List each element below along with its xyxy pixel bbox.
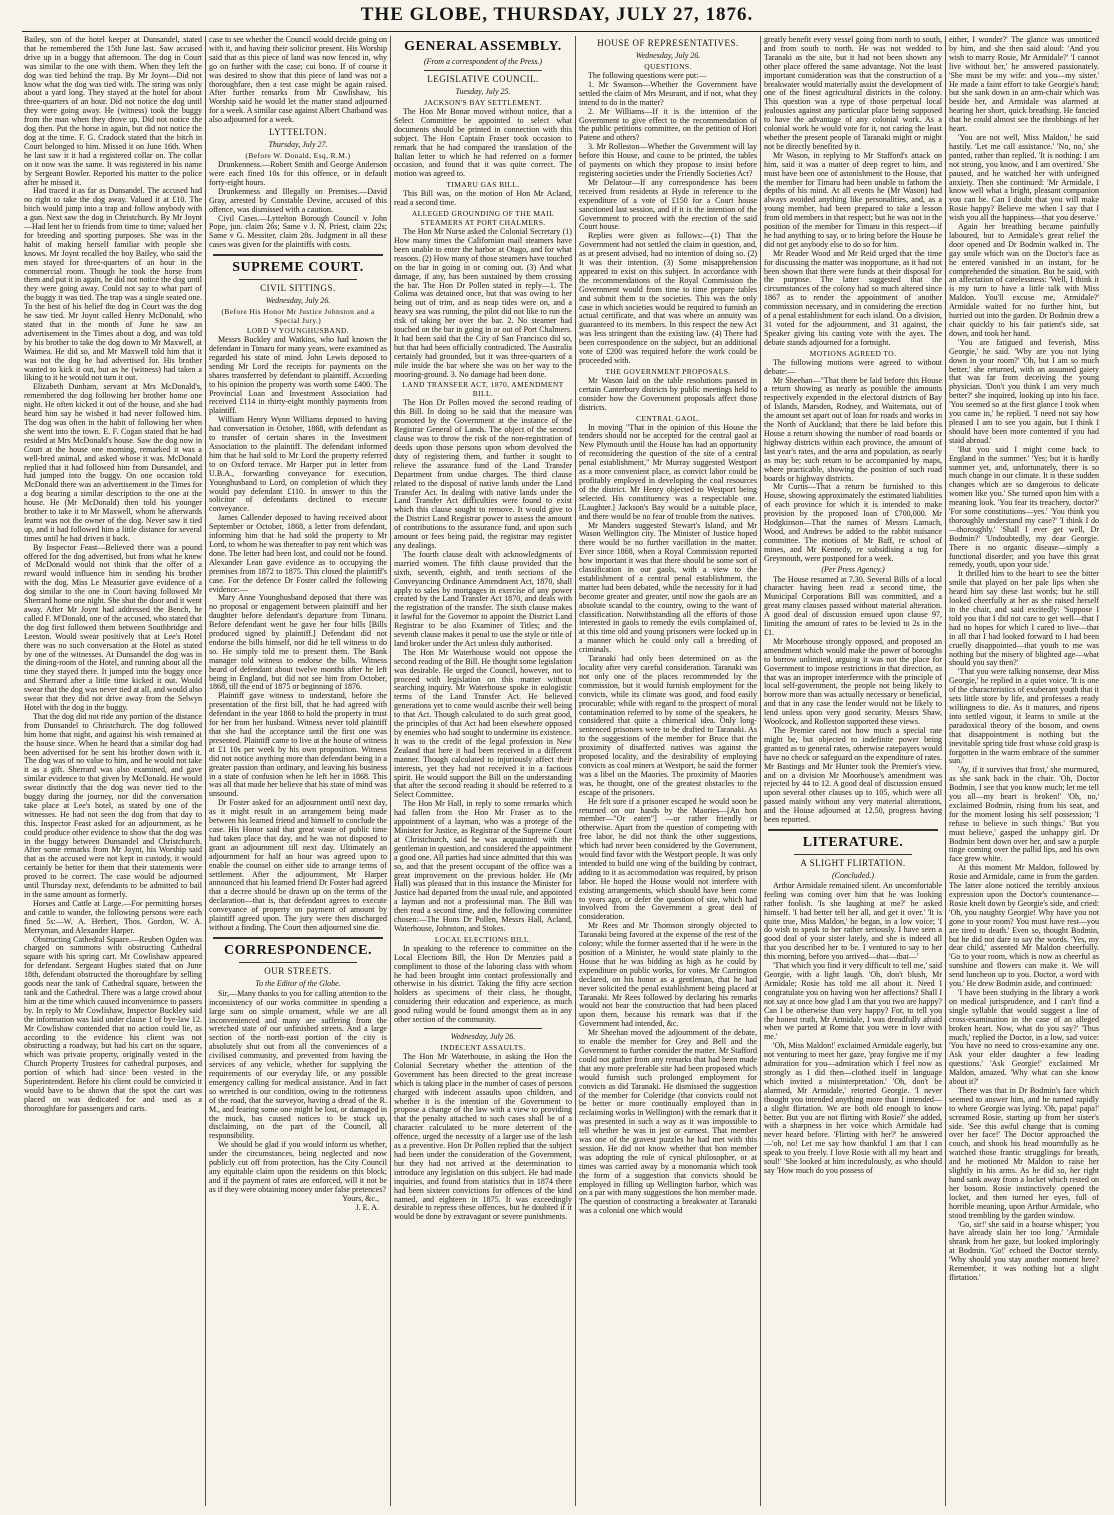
topic-heading: CENTRAL GAOL. (635, 413, 701, 423)
bench-note: (Before W. Donald, Esq, R.M.) (245, 151, 351, 161)
article-paragraph: In speaking to the reference to committee on the Local Elections Bill, the Hon Dr Menzies paid a compliment to those of the laboring class with whom he had been brought into contact professionally and otherwise in his district. Taking the fifty acre section holders as specimens of their class, he thought, considering their education and experience, as much good ruling would be found amongst them as in any other section of the community. (394, 943, 572, 1025)
section-heading-house: HOUSE OF REPRESENTATIVES. (597, 38, 739, 48)
article-paragraph: Sir,—Many thanks to you for calling attention to the inconsistency of our works committee in spending a large sum on simple ornament, while we are all inconvenienced and many are suffering from the wretched state of our unfinished streets. And a large section of the north-east portion of the city is absolutely shut out from all the conveniences of a civilised community, and prevented from having the services of any vehicle, whether for supplying the requirements of our everyday life, or any possible emergency calling for medical assistance. And in fact so wretched is our condition, owing to the rottenness of the road, that the surveyor, having a dread of the R. M., and fearing some one might be lost, or damaged in the muck, has caused notices to be stuck up, disclaiming, on the part of the Council, all responsibility. (209, 988, 387, 1141)
masthead-rule (22, 31, 1092, 32)
section-heading-supreme-court: SUPREME COURT. (232, 260, 364, 276)
article-paragraph: This Bill was, on the motion of Hon Mr Acland, read a second time. (394, 189, 572, 208)
article-paragraph: 1. Mr Swanson—Whether the Government have settled the claim of Mrs Meurant, and if not, what they intend to do in the matter? (579, 79, 757, 107)
section-date: Wednesday, July 26. (265, 296, 331, 306)
article-paragraph: greatly benefit every vessel going from north to south, and from south to north. He was not wedded to Taranaki as the site, but it had not been shown any other place offered the same advantage. Not the least important consideration was that the construction of a breakwater would materially assist the development of one of the finest agricultural districts in the colony. This question was a type of those perpetual local jealousies against any particular place being supposed to have the advantage of any colonial work. As a colonial work he would vote for it, not caring the least whether the present people of Taranaki might or might not be directly benefited by it. (764, 36, 942, 151)
article-paragraph: 'Oh, Miss Maldon!' exclaimed Armidale eagerly, but not venturing to meet her gaze, 'pray forgive me if my admiration for you—admiration which I feel now as strongly as I did then—clothed itself in language which invited a misinterpretation.' 'Oh, don't be alarmed, Mr Armidale,' retorted Georgie. 'I never thought you intended anything more than I intended—a slight flirtation. We are both old enough to know better. But you are not flirting with Rosie?' she added, with a sharpness in her voice which Armidale had never heard before. 'Flirting with her?' he answered—'oh, no! Let me say how thankful I am that I can speak to you freely. I love Rosie with all my heart and soul!' 'She looked at him incredulously, as who should say 'How much do you possess of (764, 1041, 942, 1175)
article-paragraph: Messrs Buckley and Watkins, who had known the defendant in Timaru for many years, were examined as regarded his state of mind. John Lewis deposed to sending Mr Lord the receipts for payments on the shares transferred by defendant to plaintiff. According to his opinion the property was worth some £400. The Provincial Loan and Investment Association had received £114 in thirty-eight monthly payments from plaintiff. (209, 335, 387, 416)
article-paragraph: It thrilled him to the heart to see the bitter smile that played on her pale lips when she heard him say these last words; but he still looked cheerfully at her as she raised herself in the chair, and said excitedly: 'Suppose I told you that I did not care to get well—that I had no hopes for which I cared to live—that in all that I had looked forward to I had been cruelly disappointed—that youth to me was nothing but the misery of blighted age—what should you say then?' (949, 569, 1099, 668)
topic-heading: LOCAL ELECTIONS BILL. (434, 934, 532, 944)
article-paragraph: Replies were given as follows:—(1) That the Government had not settled the claim in question, and, as at present advised, had no intention of doing so. (2) It was their intention. (3) Some misapprehension appeared to exist on this subject. In accordance with the recommendations of the Royal Commission the Government would from time to time prepare tables and submit them to the societies. This was the only case in which societies would be required to furnish an actual certificate, and that was where an annuity was guaranteed to its members. In this respect the new Act was less stringent than the existing law. (4) There had been correspondence on the subject, but an additional vote of £200 was required before the work could be proceeded with. (579, 231, 757, 365)
article-paragraph: Elizabeth Dunham, servant at Mrs McDonald's, remembered the dog following her brother home one night. He often kicked it out of the house, and she had heard him say he wished it had never followed him. The dog was often in the habit of following her when she went into the town. E. F. Cogan stated that he had resided at Mrs McDonald's house. Saw the dog now in Court at the house one morning, remarked it was a well-bred animal, and asked whose it was. McDonald replied that it had followed him from Dunsandel, and had jumped into the buggy. On one occasion told McDonald there was an advertisement in the Times for a dog bearing a similar description to the one at the house. He (Mr McDonald) then told his younger brother to take it to Mr Maxwell, whom he afterwards learnt was not the owner of the dog. Never saw it tied up, and it had followed him a little distance for several times until he had driven it back. (24, 382, 202, 543)
column-6 (949, 36, 1099, 1506)
column-1 (24, 36, 202, 1506)
story-title: A SLIGHT FLIRTATION. (800, 857, 906, 868)
section-heading-literature: LITERATURE. (802, 834, 904, 850)
article-paragraph: He felt sure if a prisoner escaped he would soon be returned on our hands by the Maories—[An hon member—"Or eaten"] —or rather friendly or otherwise. Apart from the question of competing with free labor, he did not think the other suggestions, which had never been considered by the Government, would find favor with the Westport people. It was only intended to build one wing of the building by contract, adding to it as accommodation was required, by prison labor. He hoped the House would not interfere with existing arrangements, which should have been come to years ago, or defer the question of site, which had involved from the Government a great deal of consideration. (579, 796, 757, 922)
section-rule (239, 279, 357, 280)
article-paragraph: 'You are not well, Miss Maldon,' he said hastily. 'Let me call assistance.' 'No, no,' she panted, rather than replied. 'It is nothing: I am not strong, you know, and I am overtired.' She paused, and he watched her with unfeigned anxiety. Then she continued: 'Mr Armidale, I know well what a bright, pleasant companion you can be. Can I doubt that you will make Rosie happy? Believe me when I say that I wish you all the happiness—that you deserve.' (949, 132, 1099, 223)
section-subheading: CIVIL SITTINGS. (260, 283, 336, 294)
article-paragraph: Mary Anne Younghusband deposed that there was no proposal or engagement between plaintiff and her daughter before defendant's departure from Timaru. Before defendant went he gave her four bills [Bills produced signed by plaintiff.] Defendant did not endorse the bills himself, nor did he tell witness to do so. He simply told me to present them. The Bank manager told witness to endorse the bills. Witness heard of defendant about twelve months after he left being in England, but did not see him from October, 1868, till the end of 1875 or beginning of 1876. (209, 593, 387, 692)
column-3 (394, 36, 572, 1506)
topic-heading: THE GOVERNMENT PROPOSALS. (605, 366, 731, 376)
article-paragraph: Obstructing Cathedral Square.—Reuben Ogden was charged on summons with obstructing Cathedral square with his spring cart. Mr Cowlishaw appeared for defendant. Sergeant Hughes stated that on June 18th, defendant obstructed the thoroughfare by selling goods near the tank of Cathedral square, between the tank and the Cathedral. There was a large crowd about him at the time which caused inconvenience to passers by. In reply to Mr Cowlishaw, Inspector Buckley said the information was laid under clause 1 of bye-law 12. Mr Cowlishaw contended that no action could lie, as according to the evidence his client was not obstructing a roadway, but had his cart on the square, which was private property, originally vested in the Church Property Trustees for cathedral purposes, and portion of which had since been vested in the Superintendent. Before his client could be convicted it would have to be shown that the spot the cart was placed on was dedicated for and used as a thoroughfare for passengers and carts. (24, 934, 202, 1113)
article-paragraph: 'You are fatigued and feverish, Miss Georgie,' he said. 'Why are you not lying down in your room?' 'Oh, but I am so much better,' she returned, with an assumed gaiety that was far from deceiving the young physician. 'Don't you think I am very much better?' she inquired, looking up into his face. 'You seemed so at the first glance I took when you came in,' he replied. 'I need not say how pleased I am to see you again, but I think I should have been more contented if you had staid abroad.' (949, 337, 1099, 445)
column-divider (575, 36, 576, 1506)
column-4 (579, 36, 757, 1506)
column-5 (764, 36, 942, 1506)
article-paragraph: There was that in Dr Bodmin's face which seemed to answer him, and he turned rapidly to where Georgie was lying. 'Oh, papa! papa!' screamed Rosie, starting up from her sister's side. 'See this awful change that is coming over her face!' The Doctor approached the couch, and shook his head mournfully as he watched those frantic strugglings for breath, and he motioned Mr Maldon to raise her slightly in his arms. As he did so, her right hand sank away from a locket which rested on her bosom. Rosie instinctively opened the locket, and then turned her eyes, full of horrible meaning, upon Arthur Armidale, who stood trembling by the garden window. (949, 1085, 1099, 1220)
article-paragraph: case to see whether the Council would decide going on with it, and having their solicitor present. His Worship said that as this piece of land was now fenced in, why go on further with the case; cui bono. If of course it was desired to show that this piece of land was not a thoroughfare, then a test case might be again raised. After further remarks from Mr Cowlishaw, his Worship said he would let the matter stand adjourned for a week. A similar case against Albert Chatband was also adjourned for a week. (209, 36, 387, 125)
section-date: Wednesday, July 26. (450, 1032, 516, 1041)
article-paragraph: Had traced it as far as Dunsandel. The accused had no right to take the dog away. Valued it at £10. The bitch would jump into a trap and follow anybody with a gun. Next saw the dog in Christchurch. By Mr Joynt—Had lent her to friends from time to time; valued her for breeding and sporting purposes. She was in the habit of making herself familiar with people she knows. Mr Joynt recalled the boy Bailey, who said the men stayed for three-quarters of an hour in the commercial room. Though he took the horse from them and put it in again, he did not notice the dog until they were going away. Could not say to what part of the buggy it was tied. The trap was a single seated one. To the best of his belief the dog in Court was the dog he saw tied. Mr Joynt called Henry McDonald, who stated that in the month of June he saw an advertisement in the Times about a dog, and was told by his brother to take the dog down to Mr Maxwell, at Waimea. He did so, and Mr Maxwell told him that it was not the dog he had advertised for. His brother wanted to kick it out, but as he (witness) had taken a liking to it he would not turn it out. (24, 186, 202, 383)
story-status: (Concluded.) (832, 870, 874, 880)
article-paragraph: Mr Manders suggested Stewart's Island, and Mr Wason Wellington city. The Minister of Justice hoped there would be no further vacillation in the matter. Ever since 1868, when a Royal Commission reported how important it was that there should be some sort of classification in our gaols, with a view to the establishment of a central penal establishment, the matter had been debated, while the necessity for it had become greater and greater, until now the gaols are an absolute scandal to the country, owing to the want of classification. Notwithstanding all the efforts of those interested in gaols to remedy the evils complained of, at this time old and young prisoners were locked up in a manner which he could only call a breeding of criminals. (579, 520, 757, 655)
article-paragraph: Bailey, son of the hotel keeper at Dunsandel, stated that he remembered the 15th June last. Saw accused drive up in a buggy that afternoon. The dog in Court was similar to the one with them. When they left the dog was tied behind the trap. By Mr Joynt—Did not know what the dog was tied with. The string was only about a yard long. They stayed at the hotel for about three-quarters of an hour. Did not notice the dog until they were going away. He (witness) took the buggy from the man when they drove up. Did not notice the dog then. Put the horse in again, but did not notice the dog at the time. F. G. Cradock stated that the bitch in Court belonged to him. Missed it on June 16th. When he last saw it it had a registered collar on. The collar on it now was the same. It was registered in his name by Sergeant Bowler. Reported his matter to the police after he missed it. (24, 36, 202, 187)
section-rule (794, 854, 912, 855)
letter-signature: J. E. A. (355, 1202, 379, 1212)
article-paragraph: James Callender deposed to having received about September or October, 1868, a letter from defendant, informing him that he had sold the property to Mr Lord, to whom he was thereafter to pay rent which was done. The letter had been lost, and could not be found. Alexander Lean gave evidence as to occupying the premises from 1872 to 1875. This closed the plaintiff's case. For the defence Dr Foster called the following evidence:— (209, 513, 387, 594)
section-rule (424, 1028, 542, 1029)
topic-heading: QUESTIONS. (644, 62, 692, 71)
section-date: Thursday, July 27. (268, 140, 328, 150)
section-rule (768, 829, 938, 831)
article-paragraph: 'But you said I might come back to England in the summer.' 'Yes; but it is hardly summer yet, and, unfortunately, there is so much change in our climate. It is these sudden changes which are so dangerous to delicate women like you.' She turned upon him with a meaning look. 'You fear its treachery, doctor?' 'For some constitutions—yes.' 'You think you thoroughly understand my case?' 'I think I do—thoroughly.' 'Shall I ever get well, Dr Bodmin?' 'Undoubtedly, my dear Georgie. There is no organic disease—simply a functional disorder; and you have this great remedy, youth, upon your side.' (949, 444, 1099, 570)
article-paragraph: Dr Foster asked for an adjournment until next day, as it might result in an arrangement being made between his learned friend and himself to conclude the case. His Honor said that great waste of public time had taken place that day, and he was not disposed to grant an adjournment till next day. Ultimately an adjournment for half an hour was agreed upon to enable the counsel on either side to arrange terms of settlement. After the adjournment, Mr Harper announced that his learned friend Dr Foster had agreed that a decree should be drawn up on the terms of the declaration—that is, that defendant agrees to execute conveyance of property on payment of amount by plaintiff agreed upon. The jury were then discharged without a finding. The Court then adjourned sine die. (209, 798, 387, 932)
section-subheading: LEGISLATIVE COUNCIL. (427, 74, 539, 84)
article-paragraph: Plaintiff gave witness to understand, before the presentation of the first bill, that he had agreed with defendant in the year 1868 to hold the property in trust for her from her husband. Witness never told plaintiff that she had the acceptance until the first one was presented. Plaintiff came to live at the house of witness at £1 10s per week by his own proposition. Witness did not notice anything more than defendant being in a greater passion than ordinary, and leaving his business in a state of confusion when he left her in 1868. This was all that made her believe that his state of mind was unsound. (209, 691, 387, 799)
topic-heading: ALLEGED GROUNDING OF THE MAIL STEAMERS AT PORT CHALMERS. (411, 209, 555, 228)
article-paragraph: Mr Moorhouse strongly opposed, and proposed an amendment which would make the power of boroughs to borrow unlimited, arguing it was not the place for Government to impose restrictions in that direction, as that was an improper interference with the principle of local self-government, the people not being likely to borrow more than was actually necessary or beneficial, and that in any case the lender would not be likely to lend unless upon very good security. Messrs Shaw, Woolcock, and Rolleston supported these views. (764, 636, 942, 727)
article-paragraph: Mr Rees and Mr Thomson strongly objected to Taranaki being favored at the expense of the rest of the colony; while the former asserted that if he were in the position of a Minister, he would state plainly to the House that he was bidding as high as he could by expenditure on public works, for votes. Mr Carrington declared, on his honor as a gentleman, that he had never solicited the penal establishment being placed at Taranaki. Mr Rees followed by declaring his remarks would not bear the construction that had been placed upon them, because his remark was that if the Government had intended, &c. (579, 921, 757, 1029)
source-note: (Per Press Agency.) (821, 564, 885, 574)
topic-heading: INDECENT ASSAULTS. (440, 1043, 526, 1052)
article-paragraph: Mr Sheehan moved the adjournment of the debate, to enable the member for Grey and Bell and the Government to further consider the matter. Mr Stafford could not gather from any remarks that had been made that any more preferable site had been proposed which would furnish such prolonged employment for convicts as did Taranaki. He dismissed the suggestion of the member for Coleridge (that convicts could not be better or more continually employed than in reclaiming works in Wellington) with the remark that it was presented in such a way as it was impossible to tell whether he was in jest or earnest. That member was one of the gravest puzzles he had met with this session. He did not know whether that hon member was adopting the role of cynical philosopher, or at times was carried away by a monomania which took the form of a suggestion that convicts should be employed in filling up Wellington harbor, which was on a par with many suggestions the hon member made. The question of constructing a breakwater at Taranaki was a colonial one which would (579, 1028, 757, 1216)
article-paragraph: We should be glad if you would inform us whether, under the circumstances, being neglected and now publicly cut off from protection, has the City Council any equitable claim upon the residents on this block; and if the payment of rates are enforced, will it not be as if they were obtaining money under false pretences? (209, 1140, 387, 1194)
article-paragraph: Mr Curtis—That a return be furnished to this House, showing approximately the estimated liabilities of each province for which it is intended to make provision by the proposed loan of £700,000. Mr Hodgkinson—That the names of Messrs Larnach, Wood, and Andrews be added to the rabbit nuisance committee. The motions of Mr Baff, re school of mines, and Mr Kennedy, re subsidising a tug for Greymouth, were postponed for a week. (764, 482, 942, 563)
topic-heading: JACKSON'S BAY SETTLEMENT. (424, 98, 542, 107)
article-paragraph: The fourth clause dealt with acknowledgments of married women. The fifth clause provided that the sixth, seventh, eighth, and tenth sections of the Conveyancing Ordinance Amendment Act, 1870, shall apply to sales by mortgages in exercise of any power created by the Land Transfer Act 1870, and deals with the registration of the transfer. The sixth clause makes it lawful for the Governor to appoint the District Land Registrar to be also Examiner of Titles; and the seventh clause makes it penal to use the style or title of land broker under the Act unless duly authorised. (394, 549, 572, 648)
letter-title: OUR STREETS. (264, 965, 332, 976)
article-paragraph: Civil Cases.—Lyttelton Borough Council v John Pope, jun. claim 26s; Same v J. N. Priest, claim 22s; Same v G. Messiter, claim 28s. Judgment in all these cases was given for the plaintiffs with costs. (209, 213, 387, 250)
article-paragraph: Drunkenness and Illegally on Premises.—David Gray, arrested by Constable Devine, accused of this offence, was dismissed with a caution. (209, 186, 387, 214)
section-date: Wednesday, July 26. (635, 51, 701, 60)
article-paragraph: Mr Wason laid on the table resolutions passed in certain Canterbury districts by public meetings held to consider how the Government proposals affect those districts. (579, 375, 757, 412)
column-divider (945, 36, 946, 1506)
column-divider (390, 36, 391, 1506)
column-divider (205, 36, 206, 1506)
article-paragraph: By Inspector Feast—Believed there was a pound offered for the dog advertised, but from what he knew of McDonald would not think that the offer of a reward would influence him in sending his brother with the dog. Miss Le Measurier gave evidence of a dog similar to the one in Court having followed Mr Sherrard home one night. She shut the door and it went away. After Mr Joynt had addressed the Bench, he called F. M'Donald, one of the accused, who stated that the dog first followed them between Southbridge and Leeston. Would swear positively that at Lee's Hotel there was no such conversation at the Hotel as stated by one of the witnesses. At Dunsandel the dog was in the dining-room of the Hotel, and running about all the time they stayed there. It jumped into the buggy once and Sherrard after a little time kicked it out. Would swear that the dog was never tied at all, and would also swear that they did not drive away from the Selwyn Hotel with the dog in the buggy. (24, 542, 202, 712)
section-heading-general-assembly: GENERAL ASSEMBLY. (404, 39, 562, 54)
section-rule (239, 962, 357, 963)
article-paragraph: Taranaki had only been determined on as the locality after very careful consideration. Taranaki was not only one of the places recommended by the commission, but it would furnish employment for the convicts, while its climate was good, and food easily procurable; while with regard to the prospect of moral contamination referred to by some of the speakers, he considered that quite a chimerical idea. Only long-sentenced prisoners were to be drafted to Taranaki. As to the suggestions of the member for Bruce that the proximity of disaffected natives was against the proposed locality, and the desirability of employing convicts as coal miners at Westport, he said the former was a libel on the Maories. The proximity of Maories was, he thought, one of the greatest obstacles to the escape of the prisoners. (579, 654, 757, 797)
article-paragraph: 'That which you find it very difficult to tell me,' said Georgie, with a light laugh. 'Oh, don't blush, Mr Armidale; Rosie has told me all about it. Need I congratulate you on having won her affections? Shall I not say at once how glad I am that you two are happy? Can I be otherwise than very happy? For, to tell you the honest truth, Mr Armidale, I was dreadfully afraid when we parted at Rome that you were in love with me.' (764, 961, 942, 1042)
section-rule (213, 254, 383, 256)
letter-salutation: To the Editor of the Globe. (255, 978, 341, 988)
case-title: LORD V YOUNGHUSBAND. (246, 326, 350, 336)
article-paragraph: Arthur Armidale remained silent. An uncomfortable feeling was coming over him that he was looking rather foolish. 'Is she laughing at me?' he asked himself. 'I had better tell her all, and get it over.' 'It is quite true, Miss Maldon,' he began, in a low voice; 'I do wish to speak to her rather seriously. I have seen a good deal of your sister lately, and she is indeed all that you described her to be. I ventured to say to her this morning, before you arrived—that—that—' (764, 880, 942, 962)
topic-heading: MOTIONS AGREED TO. (809, 348, 897, 358)
section-heading-correspondence: CORRESPONDENCE. (224, 942, 372, 958)
article-paragraph: Horses and Cattle at Large.—For permitting horses and cattle to wander, the following persons were each fined 5s:—W. A. Herbert, Thos. Gordon, W. A. Merryman, and Alexander Harper. (24, 898, 202, 935)
article-paragraph: either, I wonder?' The glance was unnoticed by him, and she then said aloud: 'And you wish to marry Rosie, Mr Armidale?' 'I cannot live without her,' he answered passionately. 'She must be my wife: and you—my sister.' He made a faint effort to take Georgie's hand; but she sank down in an arm-chair which was beside her, and Armidale was alarmed at hearing her short, quick breathing. He fancied that he could almost see the throbbings of her heart. (949, 36, 1099, 134)
article-paragraph: 3. Mr Rolleston—Whether the Government will lay before this House, and cause to be printed, the tables of payments on which they propose to insist before registering societies under the Friendly Societies Act? (579, 142, 757, 178)
section-date: Tuesday, July 25. (455, 87, 511, 96)
article-paragraph: Drunkenness.—Robert Smith and George Anderson were each fined 10s for this offence, or in default forty-eight hours. (209, 160, 387, 187)
article-paragraph: The Hon Mr Waterhouse, in asking the Hon the Colonial Secretary whether the attention of the Government has been directed to the great increase which is taking place in the number of cases of persons charged with indecent assaults upon children, and whether it is the intention of the Government to propose a change of the law with a view to providing that the penalty attached to such cases shall be of a character calculated to be more deterrent of the offence, urged the necessity of a larger use of the lash as a preventive. Hon Dr Pollen replied that the subject had been under the consideration of the Government, but they had not arrived at the determination to introduce any legislation on this subject. He had made inquiries, and found from statistics that in 1874 there had been sixteen convictions for offences of the kind named, and eighteen in 1875. It was exceedingly desirable to repress these offences, but he doubted if it would be done by extravagant or severe punishments. (394, 1052, 572, 1222)
article-paragraph: 'Ay, if it survives that frost,' she murmured, as she sank back in the chair. 'Oh, Doctor Bodmin, I see that you know much; let me tell you all—my heart is broken!' 'Oh, no,' exclaimed Bodmin, rising from his seat, and for the moment losing his self possession; 'I refuse to believe in such things.' 'But you must believe,' gasped the unhappy girl. Dr Bodmin bent down over her, and saw a purple tinge coming over the pallid lips, and his own face grew white. (949, 765, 1099, 864)
article-paragraph: The following motions were agreed to without debate:— (764, 357, 942, 376)
column-2 (209, 36, 387, 1506)
section-heading-lyttelton: LYTTELTON. (269, 127, 327, 138)
section-rule (424, 70, 542, 71)
article-paragraph: At this moment Mr Maldon, followed by Rosie and Armidale, came in from the garden. The latter alone noticed the terribly anxious expression upon the Doctor's countenance—Rosie knelt down by Georgie's side, and cried: 'Oh, you naughty Georgie! Why have you not gone to your room? You must have rest—you are tired to death.' Even so, thought Bodmin, but he did not dare to say the words. 'Yes, my dear child,' assented Mr Maldon cheerfully. 'Go to your room, which is now as cheerful as sunshine and flowers can make it. We will send luncheon up to you. Doctor, a word with you.' He drew Bodmin aside, and continued: (949, 863, 1099, 989)
article-paragraph: The Hon Mr Bonar moved without notice, that a Select Committee be appointed to select what documents should be printed in connection with this subject. The Hon Captain Fraser took occasion to remark that he had compared the translation of the Italian letter to which he had referred on a former occasion, and found that it was quite correct. The motion was agreed to. (394, 107, 572, 179)
article-paragraph: William Henry Wynn Williams deposed to having had conversation in October, 1868, with defendant as to transfer of certain shares in the Investment Association to the plaintiff. The defendant informed him that he had sold to Mr Lord the property referred to on Oxford terrace. Mr Harper put in letter from U.B.A., forwarding conveyance for execution, Younghusband to Lord, on completion of which they would pay defendant £110. In answer to this the solicitor of defendants declined to execute conveyance. (209, 415, 387, 514)
article-paragraph: 'Go, sir!' she said in a hoarse whisper; 'you have already slain her too long.' 'Armidale shrank from her gaze, but looked imploringly at Bodmin. 'Go!' echoed the Doctor sternly. 'Why should you stay another moment here? Remember, it was nothing but a slight flirtation.' (949, 1219, 1099, 1282)
article-paragraph: 'I have been studying in the library a work on medical jurisprudence, and I can't find a single syllable that would suggest a line of cross-examination in the case of an alleged broken heart. Now, what do you say?' 'Thus much,' replied the Doctor, in a low, sad voice: 'You have no need to cross-examine any one. Ask your elder daughter a few leading questions.' 'Ask Georgie!' exclaimed Mr Maldon, amazed. 'Why what can she know about it?' (949, 987, 1099, 1087)
article-paragraph: Mr Sheehan—"That there be laid before this House a return showing as nearly as possible the amounts respectively expended in the electoral districts of Bay of Islands, Marsden, Rodney, and Waitemata, out of the amount set apart out of loan for roads and works in the North of Auckland; that there be laid before this House a return showing the number of road boards or highway districts within each province, the amount of last year's rates, and the area and population, as nearly as may be; such return to be accompanied by maps, where practicable, showing the position of such road boards or highway districts. (764, 375, 942, 483)
article-paragraph: Mr Wason, in replying to Mr Stafford's attack on him, said it was a matter of deep regret to him, and must have been one of astonishment to the House, that the member for Timaru had been unable to fathom the depths of his mind. At all events he (Mr Wason) had always avoided anything like personalities, and, as a young member, had been prepared to take a lesson from old members in that respect; but he was not in the position of the member for Timaru in this respect—if he had anything to say, or to bring before the House he did not get anybody else to do so for him. (764, 150, 942, 249)
article-paragraph: The following questions were put:— (588, 71, 707, 80)
topic-heading: TIMARU GAS BILL. (446, 180, 520, 190)
article-paragraph: The Hon Dr Pollen moved the second reading of this Bill. In doing so he said that the measure was promoted by the Government at the instance of the Registrar General of Lands. The object of the second clause was to throw the risk of the non-registration of deeds upon those persons upon whom devolved the duty of registering them, and further it sought to relieve the assurance fund of the Land Transfer Department from undue charges. The third clause related to the disposal of native lands under the Land Transfer Act. In dealing with native lands under the Land Transfer Act difficulties were found to exist which this clause sought to remove. It would give to the District Land Registrar power to assess the amount of contributions to the assurance fund, and upon such amount or fees being paid, the registrar may register any dealings. (394, 398, 572, 550)
article-paragraph: The Hon Mr Hall, in reply to some remarks which had fallen from the Hon Mr Fraser as to the appointment of a layman, who was a protege of the Minister for Justice, as Registrar of the Supreme Court at Christchurch, said he was acquainted with the gentleman in question, and considered the appointment a good one. All parties had since admitted that this was so, and that the present occupant of the office was a great improvement on the previous holder. He (Mr Hall) was pleased that in this instance the Minister for Justice had departed from the usual rule, and appointed a layman and not a professional man. The Bill was then read a second time, and the following committee chosen:—The Hons Dr Pollen, Messrs Hall, Acland, Waterhouse, Johnston, and Stokes. (394, 799, 572, 933)
source-note: (From a correspondent of the Press.) (423, 57, 543, 66)
topic-heading: LAND TRANSFER ACT, 1870, AMENDMENT BILL. (402, 380, 564, 399)
letter-signoff: Yours, &c., (342, 1193, 379, 1203)
masthead-title: THE GLOBE, THURSDAY, JULY 27, 1876. (360, 4, 754, 25)
article-paragraph: The Premier cared not how much a special rate might be, but objected to indefinite power being granted as to general rates, otherwise ratepayers would have no check or safeguard on the expenditure of rates. Mr Bastings and Mr Hunter took the Premier's view, and on a division Mr Moorhouse's amendment was rejected by 44 to 12. A good deal of discussion ensued upon several other clauses up to 105, which were all passed mainly without any very material alterations, and the House adjourned at 12.50, progress having been reported. (764, 725, 942, 825)
article-paragraph: 'That you were talking nonsense, dear Miss Georgie,' he replied in a quiet voice. 'It is one of the characteristics of exuberant youth that it sets little store by life, and professes a ready willingness to die. As it matures, and ripens into settled vigour, it learns to smile at the paradoxical theory of the bosom, and owns that disappointment is nothing but the inevitable spring tide frost whose cold grasp is forgotten in the warm embrace of the summer sun.' (949, 667, 1099, 766)
article-paragraph: The Hon Mr Waterhouse would not oppose the second reading of the Bill. He thought some legislation was desirable. He urged the Council, however, not to proceed with legislation on this matter without searching inquiry. Mr Waterhouse spoke in eulogistic terms of the Land Transfer Act. He believed generations yet to come would ascribe their well being to that Act. Though calculated to do such great good, the principles of that Act had been elsewhere opposed by enemies who had sought to undermine its existence. It was to the credit of the legal profession in New Zealand that here it had been received in a different manner. Though calculated to injuriously affect their interests, yet they had not received it in a factious spirit. He would support the Bill on the understanding that after the second reading it should be referred to a Select Committee. (394, 647, 572, 800)
column-divider (760, 36, 761, 1506)
article-paragraph: That the dog did not ride any portion of the distance from Dunsandel to Christchurch. The dog followed him home that night, and against his wish remained at the house since. When he heard that a similar dog had been advertised for he sent his brother down with it. The dog was of no value to him, and he would not take it as a gift. Sherrard was also examined, and gave similar evidence to that given by McDonald. He would swear distinctly that the dog was never tied to the buggy during the journey, nor did the conversation take place at Lee's hotel, as stated by one of the witnesses. He had not seen the dog from that day to this. Inspector Feast asked for an adjournment, as he could produce other evidence to show that the dog was in the buggy between Dunsandel and Christchurch. After some remarks from Mr Joynt, his Worship said that as the accused were not kept in custody, it would certainly be better for them that their statements were proved to be correct. The case would be adjourned until Thursday next, defendants to be admitted to bail in the same amount as formerly. (24, 711, 202, 899)
bench-note: (Before His Honor Mr Justice Johnston and a Special Jury.) (221, 307, 375, 326)
section-rule (213, 937, 383, 939)
article-paragraph: The Hon Mr Nurse asked the Colonial Secretary (1) How many times the Californian mail steamers have been unable to enter the harbor at Otago, and for what reasons. (2) How many of those steamers have touched on the bar in going in or coming out. (3) And what damage, if any, has been sustained by them crossing the bar. The Hon Dr Pollen stated in reply—1. The Colima was detained once, but that was owing to her being out of trim, and as neap tides were on, and a heavy sea was running, the pilot did not like to run the risk of taking her over the bar. 2. No steamer had touched on the bar in going in or out of Port Chalmers. It had been said that the City of San Francisco did so, but that had been officially contradicted. The Australia certainly had grounded, but it was three-quarters of a mile inside the bar where she was on her way to the mooring-ground. 3. No damage had been done. (394, 227, 572, 379)
article-paragraph: In moving "That in the opinion of this House the tenders should not be accepted for the central gaol at New Plymouth until the House has had an opportunity of reconsidering the question of the site of a central penal establishment," Mr Murray suggested Westport as a more convenient place, as convict labor could be profitably employed in developing the coal resources of the district. Mr Henry objected to Westport being selected. His constituency was a respectable one. [Laughter.] Jackson's Bay would be a suitable place, and there would be no fear of trouble from the natives. (579, 422, 757, 521)
article-paragraph: The House resumed at 7.30. Several Bills of a local character having been read a second time, the Municipal Corporations Bill was committed, and a great many clauses passed without material alteration. A good deal of discussion ensued upon clause 97, limiting the amount of rates to be levied to 2s in the £1. (764, 574, 942, 637)
article-paragraph: Mr Delatour—If any correspondence has been received from residents at Hyde in reference to the expenditure of a vote of £150 for a Court house sanctioned last session, and if it is the intention of the Government to proceed with the erection of the said Court house. (579, 177, 757, 232)
article-paragraph: 2. Mr Williams—If it is the intention of the Government to give effect to the recommendation of the public petitions committee, on the petition of Hori Patene and others? (579, 106, 757, 143)
article-paragraph: Mr Reader Wood and Mr Reid urged that the time for discussing the matter was inopportune, as it had not been shown that there were funds at their disposal for the purpose. The latter suggested that the circumstances of the colony had so much altered since 1867 as to render the appointment of another commission necessary, and in considering the erection of a penal establishment for each island. On a division, 31 voted for the adjournment, and 31 against, the Speaker giving his casting vote with the ayes. The debate stands adjourned for a fortnight. (764, 248, 942, 347)
article-paragraph: Again her breathing became painfully laboured, but to Armidale's great relief the door opened and Dr Bodmin walked in. The gay smile which was on the Doctor's face as he entered vanished in an instant, for he comprehended the situation. But he said, with an affectation of carelessness: 'Well, I think it is my turn to have a little talk with Miss Maldon. You'll excuse me, Armidale?' Armidale waited for no further hint, but hurried out into the garden. Dr Bodmin drew a chair quickly to his fair patient's side, sat down, and took her hand. (949, 222, 1099, 338)
